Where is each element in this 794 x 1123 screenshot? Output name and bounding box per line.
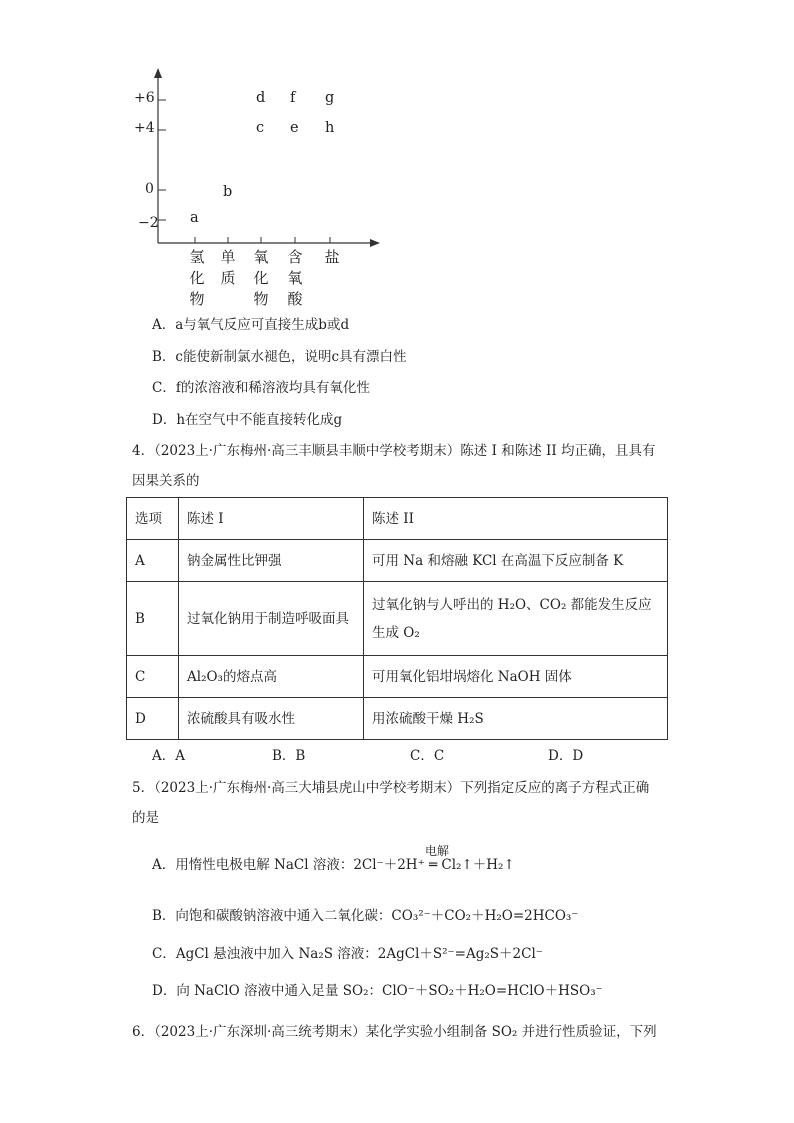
category-label: 含氧酸 [287, 248, 303, 308]
table-header-row [127, 498, 668, 540]
q4-stem: 4．（2023上·广东梅州·高三丰顺县丰顺中学校考期末）陈述 I 和陈述 II 均正确，且具有 [132, 443, 656, 459]
y-tick-label: +6 [134, 90, 155, 106]
q5-option-d: D．向 NaClO 溶液中通入足量 SO₂：ClO⁻＋SO₂＋H₂O=HClO＋HSO₃⁻ [152, 983, 603, 999]
q5-stem-cont: 的是 [132, 810, 159, 826]
data-point-g: g [325, 90, 335, 106]
q4-choice-c: C．C [410, 748, 445, 764]
data-point-d: d [256, 90, 266, 106]
q3-option-c: C．f的浓溶液和稀溶液均具有氧化性 [152, 380, 370, 396]
table-cell: 用浓硫酸干燥 H₂S [364, 698, 668, 740]
table-cell: Al₂O₃的熔点高 [179, 656, 364, 698]
q4-choice-b: B．B [272, 748, 306, 764]
q4-stem-cont: 因果关系的 [132, 473, 200, 489]
q3-option-b: B．c能使新制氯水褪色，说明c具有漂白性 [152, 349, 407, 365]
data-point-e: e [290, 120, 299, 136]
category-label: 单质 [220, 248, 236, 287]
table-cell: C [127, 656, 179, 698]
table-cell: 可用氧化铝坩埚熔化 NaOH 固体 [364, 656, 668, 698]
table-row [127, 582, 668, 656]
data-point-c: c [256, 120, 265, 136]
q3-option-a: A．a与氧气反应可直接生成b或d [152, 317, 350, 333]
y-tick-label: −2 [138, 215, 159, 231]
table-cell: A [127, 540, 179, 582]
table-header: 陈述 II [364, 498, 668, 540]
table-header: 选项 [127, 498, 179, 540]
data-point-f: f [290, 90, 296, 106]
q5-option-c: C．AgCl 悬浊液中加入 Na₂S 溶液：2AgCl＋S²⁻=Ag₂S＋2Cl⁻ [152, 946, 543, 962]
category-label: 氧化物 [253, 248, 269, 308]
statement-table [126, 497, 668, 740]
q3-option-d: D．h在空气中不能直接转化成g [152, 412, 343, 428]
data-point-h: h [325, 120, 335, 136]
table-cell: 可用 Na 和熔融 KCl 在高温下反应制备 K [364, 540, 668, 582]
table-cell: 过氧化钠与人呼出的 H₂O、CO₂ 都能发生反应生成 O₂ [364, 582, 668, 656]
table-row [127, 656, 668, 698]
q6-stem: 6．（2023上·广东深圳·高三统考期末）某化学实验小组制备 SO₂ 并进行性质验证，下列 [132, 1024, 657, 1040]
x-axis-arrow [370, 239, 380, 247]
q4-choice-d: D．D [548, 748, 584, 764]
y-tick-label: +4 [134, 120, 155, 136]
table-cell: 钠金属性比钾强 [179, 540, 364, 582]
table-cell: B [127, 582, 179, 656]
category-label: 盐 [324, 248, 340, 266]
data-point-a: a [190, 210, 199, 226]
q5-stem: 5．（2023上·广东梅州·高三大埔县虎山中学校考期末）下列指定反应的离子方程式正确 [132, 780, 650, 796]
table-cell: D [127, 698, 179, 740]
table-cell: 过氧化钠用于制造呼吸面具 [179, 582, 364, 656]
category-label: 氢化物 [189, 248, 205, 308]
table-header: 陈述 I [179, 498, 364, 540]
q5-option-a: A．用惰性电极电解 NaCl 溶液：2Cl⁻＋2H⁺ ═ Cl₂↑＋H₂↑ [152, 857, 515, 873]
y-axis-arrow [154, 68, 162, 78]
data-point-b: b [223, 184, 233, 200]
electrolysis-label: 电解 [425, 844, 450, 858]
q4-choice-a: A．A [152, 748, 185, 764]
table-row [127, 540, 668, 582]
table-row [127, 698, 668, 740]
q5-option-b: B．向饱和碳酸钠溶液中通入二氧化碳：CO₃²⁻＋CO₂＋H₂O=2HCO₃⁻ [152, 908, 579, 924]
table-cell: 浓硫酸具有吸水性 [179, 698, 364, 740]
y-tick-label: 0 [145, 181, 154, 197]
